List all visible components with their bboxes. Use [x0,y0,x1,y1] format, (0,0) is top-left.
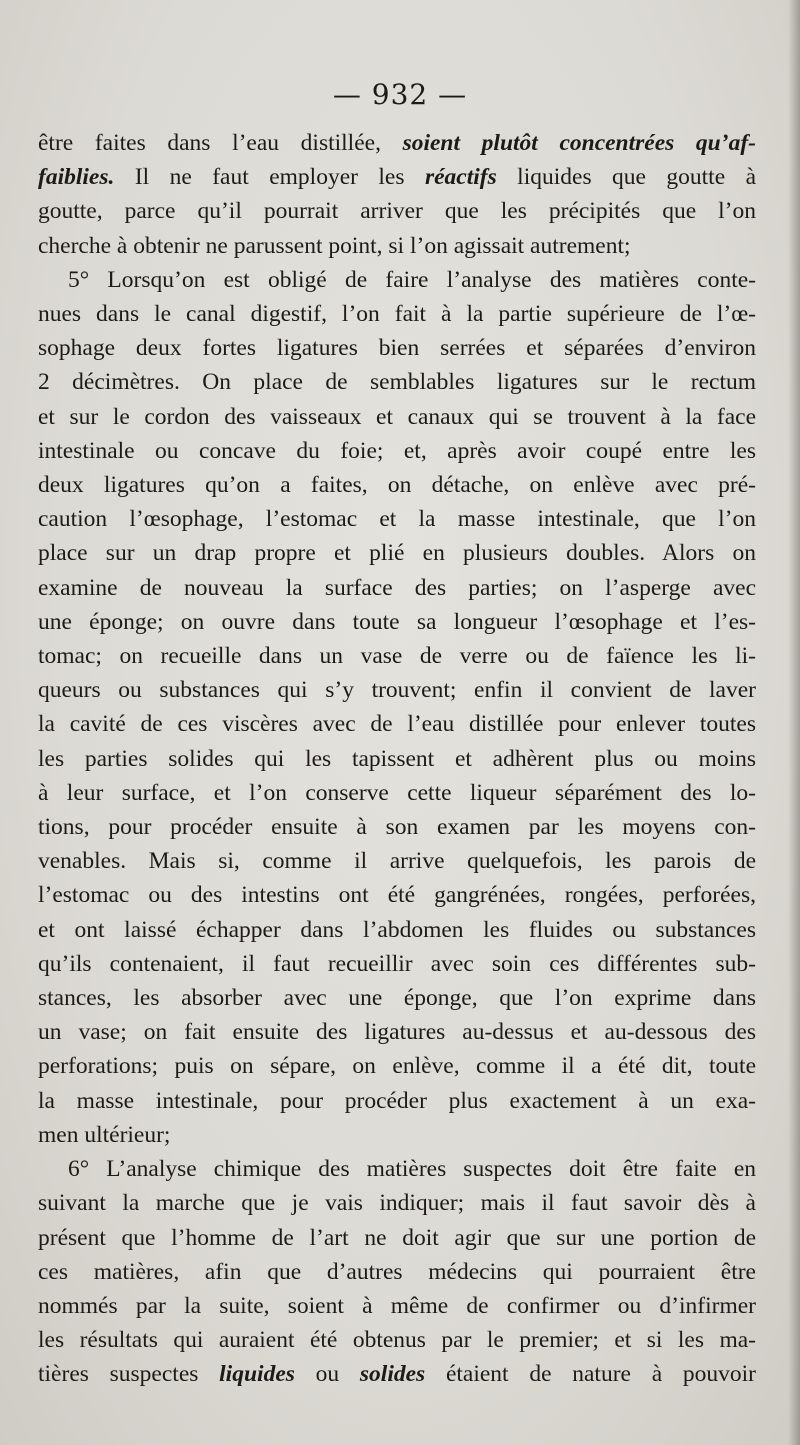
text-segment: et ont laissé échapper dans l’abdomen les fluides ou substances [38,916,756,943]
text-segment: liquides que goutte à [496,164,757,191]
text-segment: les résultats qui auraient été obtenus par le premier; et si les ma- [38,1327,756,1354]
text-segment: ou [294,1361,360,1388]
text-line [38,571,756,605]
text-line [38,1049,756,1083]
text-segment: tions, pour procéder ensuite à son examen par les moyens con- [38,814,756,841]
text-line [38,742,756,776]
text-line [38,536,756,570]
text-line [38,913,756,947]
text-segment: la masse intestinale, pour procéder plus exactement à un exa- [38,1087,756,1114]
text-segment: cherche à obtenir ne parussent point, si l’on agissait autrement; [38,232,631,259]
italic-segment: liquides [219,1361,295,1388]
text-segment: être faites dans l’eau distillée, [38,130,403,156]
text-segment: Il ne faut employer les [114,164,425,191]
italic-segment: faiblies. [38,164,115,191]
text-segment: l’estomac ou des intestins ont été gangrénées, rongées, perforées, [38,882,756,909]
text-line [38,1323,756,1357]
text-line [38,502,756,536]
text-segment: une éponge; on ouvre dans toute sa longueur l’œsophage et l’es- [38,608,756,635]
text-line [38,365,756,399]
text-line [38,1084,756,1118]
text-segment: et sur le cordon des vaisseaux et canaux qui se trouvent à la face [38,403,756,430]
text-line [38,1118,756,1152]
text-segment: tières suspectes [38,1361,220,1388]
text-segment: 2 décimètres. On place de semblables ligatures sur le rectum [38,369,756,396]
text-segment: nommés par la suite, soient à même de confirmer ou d’infirmer [38,1292,756,1319]
text-line [38,981,756,1015]
italic-segment: soient plutôt concentrées qu’af- [402,130,756,156]
text-line [38,400,756,434]
text-segment: tomac; on recueille dans un vase de verre ou de faïence les li- [38,643,756,670]
text-segment: queurs ou substances qui s’y trouvent; enfin il convient de laver [38,677,756,704]
text-segment: perforations; puis on sépare, on enlève, comme il a été dit, toute [38,1053,756,1080]
text-line [38,1357,756,1391]
text-segment: deux ligatures qu’on a faites, on détache, on enlève avec pré- [38,472,756,499]
text-segment: les parties solides qui les tapissent et adhèrent plus ou moins [38,745,756,772]
text-segment: nues dans le canal digestif, l’on fait à la partie supérieure de l’œ- [38,301,756,328]
text-segment: présent que l’homme de l’art ne doit agir que sur une portion de [38,1224,756,1251]
text-line [38,263,756,297]
text-segment: men ultérieur; [38,1121,171,1148]
text-segment: 5° Lorsqu’on est obligé de faire l’analyse des matières conte- [68,266,756,293]
text-segment: qu’ils contenaient, il faut recueillir avec soin ces différentes sub- [38,950,756,977]
text-line [38,878,756,912]
text-line [38,947,756,981]
italic-segment: solides [359,1361,426,1388]
text-segment: goutte, parce qu’il pourrait arriver que les précipités que l’on [38,198,756,225]
text-segment: à leur surface, et l’on conserve cette liqueur séparément des lo- [38,779,756,806]
text-line [38,331,756,365]
text-segment: intestinale ou concave du foie; et, après avoir coupé entre les [38,437,756,464]
text-line [38,810,756,844]
text-line [38,844,756,878]
text-line [38,297,756,331]
text-line [38,1289,756,1323]
page-number: — 932 — [332,78,468,111]
page-edge-shadow [788,0,800,1445]
text-line [38,1255,756,1289]
text-segment: étaient de nature à pouvoir [425,1361,757,1388]
text-line [38,194,756,228]
text-segment: 6° L’analyse chimique des matières suspectes doit être faite en [68,1156,756,1183]
body-text [38,126,756,1392]
text-line [38,1152,756,1186]
text-line [38,160,756,194]
text-line [38,229,756,263]
text-line [38,126,756,160]
text-segment: sophage deux fortes ligatures bien serrées et séparées d’environ [38,335,756,362]
text-line [38,434,756,468]
text-segment: la cavité de ces viscères avec de l’eau distillée pour enlever toutes [38,711,756,738]
text-line [38,707,756,741]
text-line [38,1186,756,1220]
text-segment: venables. Mais si, comme il arrive quelquefois, les parois de [38,848,756,875]
text-line [38,776,756,810]
text-line [38,1221,756,1255]
italic-segment: réactifs [424,164,497,191]
text-segment: caution l’œsophage, l’estomac et la masse intestinale, que l’on [38,506,756,533]
text-segment: place sur un drap propre et plié en plusieurs doubles. Alors on [38,540,756,567]
text-line [38,673,756,707]
text-segment: suivant la marche que je vais indiquer; mais il faut savoir dès à [38,1190,756,1217]
text-line [38,468,756,502]
text-line [38,639,756,673]
text-segment: stances, les absorber avec une éponge, que l’on exprime dans [38,985,756,1012]
text-segment: un vase; on fait ensuite des ligatures au-dessus et au-dessous des [38,1019,756,1046]
text-line [38,1015,756,1049]
text-line [38,605,756,639]
text-segment: ces matières, afin que d’autres médecins qui pourraient être [38,1258,756,1285]
text-segment: examine de nouveau la surface des parties; on l’asperge avec [38,574,756,601]
